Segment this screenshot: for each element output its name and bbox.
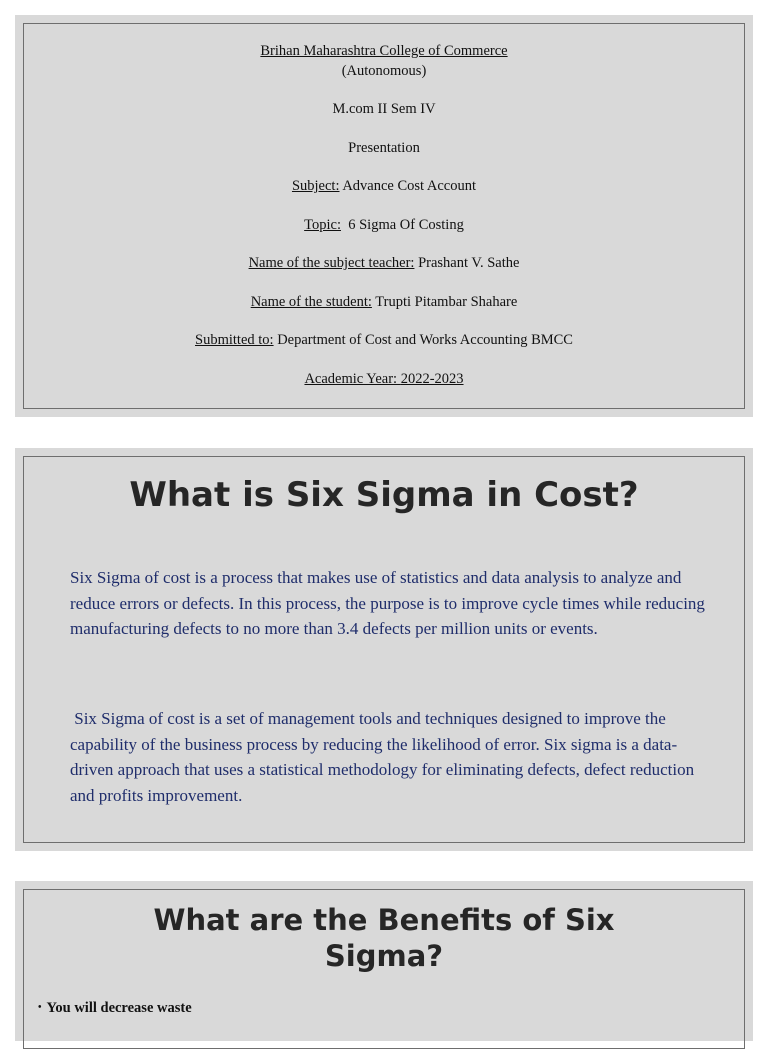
submitted-label: Submitted to: <box>195 332 274 348</box>
topic-label: Topic: <box>304 217 341 233</box>
teacher-label: Name of the subject teacher: <box>248 255 415 271</box>
list-item-text: You will decrease waste <box>46 1000 192 1016</box>
college-name <box>24 42 744 60</box>
course-label: M.com II Sem IV <box>332 101 436 117</box>
student-line <box>24 293 744 311</box>
slide-what-is-six-sigma <box>15 448 753 851</box>
submitted-value: Department of Cost and Works Accounting BMCC <box>273 332 573 348</box>
slide-cover <box>15 15 753 417</box>
paragraph-management-tools: Six Sigma of cost is a set of management tools and techniques designed to improve the capability of the business process by reducing the likelihood of error. Six sigma is a data-driven approach that uses a statistical methodology for eliminating defects, defect reduction and profits improvement. <box>70 709 699 805</box>
college-name-text: Brihan Maharashtra College of Commerce <box>260 43 508 59</box>
subject-label: Subject: <box>291 178 340 194</box>
slide-title: What is Six Sigma in Cost? <box>129 475 639 515</box>
teacher-line <box>24 254 744 272</box>
slide-title: What are the Benefits of Six Sigma? <box>153 903 615 973</box>
student-label: Name of the student: <box>250 294 372 310</box>
paragraph-definition: Six Sigma of cost is a process that makes use of statistics and data analysis to analyze and reduce errors or defects. In this process, the purpose is to improve cycle times while reducing manufacturing defects to no more than 3.4 defects per million units or events. <box>70 568 705 638</box>
year-label-and-value <box>304 371 463 387</box>
topic-value: 6 Sigma Of Costing <box>340 217 464 233</box>
subject-line <box>24 177 744 195</box>
year-label: Academic Year: <box>304 371 401 387</box>
submitted-line <box>24 331 744 349</box>
year-line <box>24 370 744 388</box>
slide-benefits-frame <box>23 889 745 1049</box>
topic-line <box>24 216 744 234</box>
slide-benefits <box>15 881 753 1041</box>
subject-value: Advance Cost Account <box>339 178 477 194</box>
year-value: 2022-2023 <box>400 371 464 387</box>
slide-what-is-six-sigma-frame <box>23 456 745 843</box>
autonomous-label: (Autonomous) <box>341 63 427 79</box>
student-value: Trupti Pitambar Shahare <box>371 294 518 310</box>
list-item <box>38 1000 192 1017</box>
slide-cover-frame <box>23 23 745 409</box>
presentation-label: Presentation <box>348 140 420 156</box>
teacher-value: Prashant V. Sathe <box>414 255 520 271</box>
bullet-icon: • <box>38 1002 42 1013</box>
